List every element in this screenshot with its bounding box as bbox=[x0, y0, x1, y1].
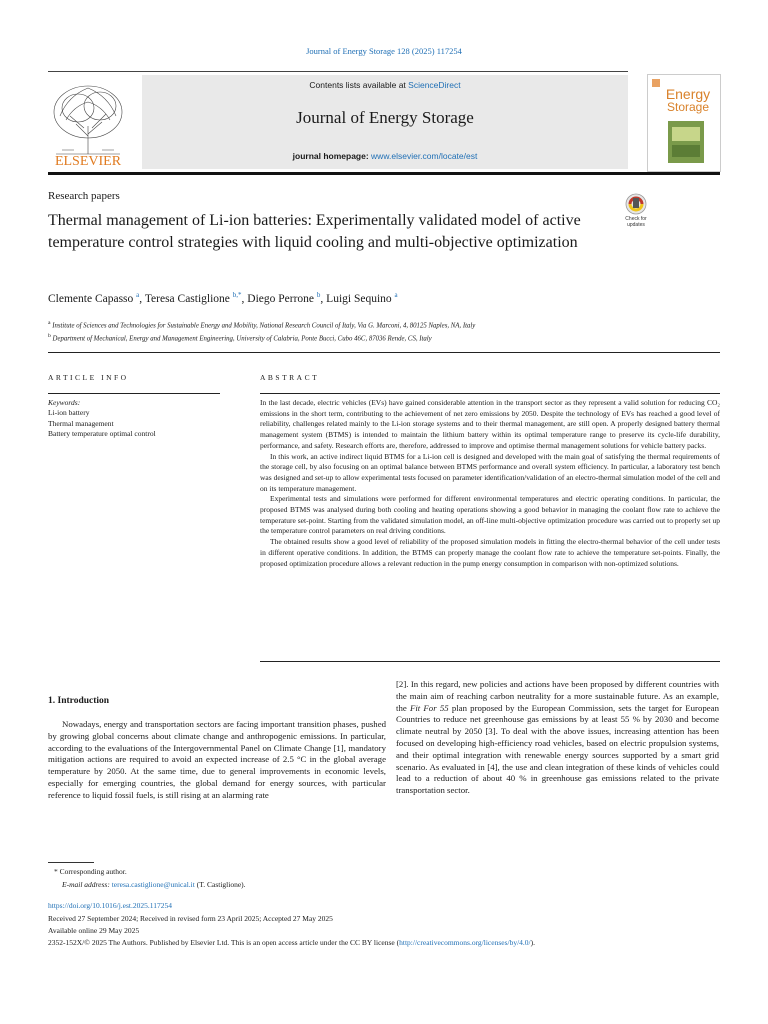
author-name: Luigi Sequino bbox=[326, 292, 392, 305]
keyword: Thermal management bbox=[48, 418, 114, 428]
keyword: Battery temperature optimal control bbox=[48, 428, 156, 438]
affiliation-text: Department of Mechanical, Energy and Management Engineering, University of Calabria, Ponte Bucci, Cubo 46C, 87036 Rende, CS, Italy bbox=[52, 335, 432, 343]
keyword: Li-ion battery bbox=[48, 408, 90, 418]
contents-prefix: Contents lists available at bbox=[309, 80, 409, 90]
introduction-heading: 1. Introduction bbox=[48, 696, 110, 706]
cover-image bbox=[648, 75, 720, 171]
author-affil-sup[interactable]: b bbox=[316, 291, 321, 299]
abstract-paragraph: Experimental tests and simulations were performed for different environmental temperatures and electric operating conditions. In particular, the proposed BTMS was analysed during both cooling and heating operations showing a good behavior in managing the coolant flow rate to achieve the temperature set-point. Starting from the validated simulation model, an off-line multi-objective optimization procedure was carried out to properly set up the temperature control parameters on real driving conditions. bbox=[260, 494, 720, 536]
homepage-link[interactable]: www.elsevier.com/locate/est bbox=[371, 151, 478, 161]
email-suffix: (T. Castiglione). bbox=[194, 880, 246, 889]
email-link[interactable]: teresa.castiglione@unical.it bbox=[111, 880, 195, 889]
abstract-rule bbox=[260, 393, 720, 394]
abstract-paragraph: The obtained results show a good level of reliability of the proposed simulation models in fitting the electro-thermal behavior of the cell under tests in different operative conditions. In addition, the BTMS can properly manage the coolant flow rate to achieve the temperature set-points. Finally, the proposed optimization procedure allows a relevant reduction in the pump energy consumption in comparison with non-optimized solutions. bbox=[260, 537, 720, 568]
author-affil-sup[interactable]: a bbox=[136, 291, 140, 299]
corresponding-author-note: * Corresponding author. bbox=[54, 867, 127, 876]
sciencedirect-link[interactable]: ScienceDirect bbox=[408, 80, 461, 90]
elsevier-tree-icon bbox=[48, 76, 128, 168]
author-name: Teresa Castiglione bbox=[144, 292, 230, 305]
keywords-block bbox=[48, 398, 156, 439]
banner-bottom-rule bbox=[48, 172, 720, 175]
section-label: Research papers bbox=[48, 190, 120, 202]
abstract-paragraph: In the last decade, electric vehicles (EVs) have gained considerable attention in the transport sector as they represent a valid solution for reducing CO₂ emissions in the short term, contributing to the achievement of net zero emissions by 2050. Despite the technology of EVs has reached a good level of reliability, challenges related mainly to the Li-ion storage systems and to their thermal management, are still open. A properly designed battery thermal management system (BTMS) is intended to maintain the lithium battery within its optimal temperature range to preserve its cycle-life durability, performance, and safety. Research efforts are, therefore, addressed to improve and optimise thermal management solutions for vehicle battery packs. bbox=[260, 398, 720, 450]
footnote-rule bbox=[48, 862, 94, 863]
email-line bbox=[62, 879, 246, 890]
cover-title-storage: Storage bbox=[666, 100, 710, 114]
author-name: Diego Perrone bbox=[247, 292, 315, 305]
affiliation-sup: b bbox=[48, 333, 51, 340]
homepage-label: journal homepage: bbox=[292, 151, 372, 161]
journal-reference[interactable]: Journal of Energy Storage 128 (2025) 117254 bbox=[306, 46, 462, 56]
intro-right-text: plan proposed by the European Commission, sets the target for European Countries to reduce net greenhouse gas emissions by at least 55 % by 2030 and become climate neutral by 2050 [3]. To deal with the above issues, increasing attention has been focused on developing high-efficiency road vehicles, based on electric propulsion systems, and their optimal integration with renewable energy sources supported by a smart grid scenario. As evaluated in [4], the use and clean integration of these kinds of vehicles could lead to a reduction of about 40 % in greenhouse gas emissions related to the private transportation sector. bbox=[396, 702, 719, 796]
check-badge-line2: updates bbox=[627, 222, 645, 228]
keywords-label: Keywords: bbox=[48, 398, 81, 407]
author-affil-sup[interactable]: a bbox=[394, 291, 398, 299]
banner-top-rule bbox=[48, 71, 628, 72]
intro-italic-plan: Fit For 55 bbox=[409, 702, 449, 713]
cover-title-energy: Energy bbox=[665, 86, 711, 102]
abstract-end-rule bbox=[260, 661, 720, 662]
article-info-heading: ARTICLE INFO bbox=[48, 373, 129, 382]
abstract-body bbox=[260, 398, 720, 569]
check-badge-line1: Check for bbox=[625, 216, 647, 222]
article-info-rule bbox=[48, 393, 220, 394]
affiliation-sup: a bbox=[48, 320, 51, 326]
front-matter-rule bbox=[48, 352, 720, 353]
doi-link[interactable]: https://doi.org/10.1016/j.est.2025.117254 bbox=[48, 901, 172, 910]
email-label: E-mail address: bbox=[62, 880, 112, 889]
homepage-line bbox=[142, 151, 628, 161]
abstract-paragraph: In this work, an active indirect liquid BTMS for a Li-ion cell is designed and developed with the main goal of satisfying the thermal requirements of the storage cell, by also focusing on an optimal balance between BTMS performance and overall system efficiency. In particular, a laboratory test bench was designed and set-up to allow experimental tests focused on parameter identification/validation of an electro-thermal simulation model of the cell and on its temperature management. bbox=[260, 451, 720, 493]
license-prefix: 2352-152X/© 2025 The Authors. Published by Elsevier Ltd. This is an open access article under the CC BY license ( bbox=[48, 938, 400, 947]
intro-left-column: Nowadays, energy and transportation sectors are facing important transition phases, pushed by growing global concerns about climate change and anthropogenic emissions. In particular, according to the evaluations of the Intergovernmental Panel on Climate Change [1], mandatory mitigation actions are required to avoid an expected increase of 2.5 °C in the global average temperature by 2050. At the same time, due to general improvements in economic levels, especially for emerging countries, the global demand for energy sources, with particular reference to liquid fossil fuels, is still rising at an alarming rate bbox=[48, 719, 386, 800]
affiliations bbox=[48, 318, 475, 345]
contents-line bbox=[142, 80, 628, 90]
author-list: Clemente Capasso $^a$, Teresa Castiglione $^{b,*}$, Diego Perrone $^b$, Luigi Sequino $^a$ bbox=[48, 291, 398, 305]
author-affil-sup[interactable]: b,* bbox=[232, 291, 242, 299]
elsevier-logo[interactable] bbox=[48, 76, 128, 168]
license-line bbox=[48, 937, 535, 948]
affiliation-text: Institute of Sciences and Technologies for Sustainable Energy and Mobility, National Research Council of Italy, Via G. Marconi, 4, 80125 Naples, NA, Italy bbox=[52, 322, 476, 330]
elsevier-wordmark: ELSEVIER bbox=[54, 154, 122, 168]
journal-cover[interactable] bbox=[647, 74, 721, 172]
check-for-updates-badge[interactable] bbox=[618, 192, 654, 230]
check-updates-icon bbox=[618, 192, 654, 230]
affiliation bbox=[48, 331, 475, 344]
author-name: Clemente Capasso bbox=[48, 292, 134, 305]
journal-title: Journal of Energy Storage bbox=[296, 108, 474, 127]
paper-title: Thermal management of Li-ion batteries: Experimentally validated model of active temperature control strategies with liquid cooling and multi-objective optimization bbox=[48, 212, 581, 251]
received-dates: Received 27 September 2024; Received in revised form 23 April 2025; Accepted 27 May 2025 bbox=[48, 914, 333, 923]
intro-right-text: [2]. In this regard, new policies and actions have been proposed by different countries with the main aim of reaching carbon neutrality for a more sustainable future. As an example, the bbox=[396, 679, 719, 713]
affiliation bbox=[48, 318, 475, 331]
license-suffix: ). bbox=[530, 938, 536, 947]
intro-right-column bbox=[396, 679, 719, 797]
available-online: Available online 29 May 2025 bbox=[48, 926, 140, 935]
abstract-heading: ABSTRACT bbox=[260, 373, 320, 382]
license-link[interactable]: http://creativecommons.org/licenses/by/4.0/ bbox=[399, 938, 531, 947]
